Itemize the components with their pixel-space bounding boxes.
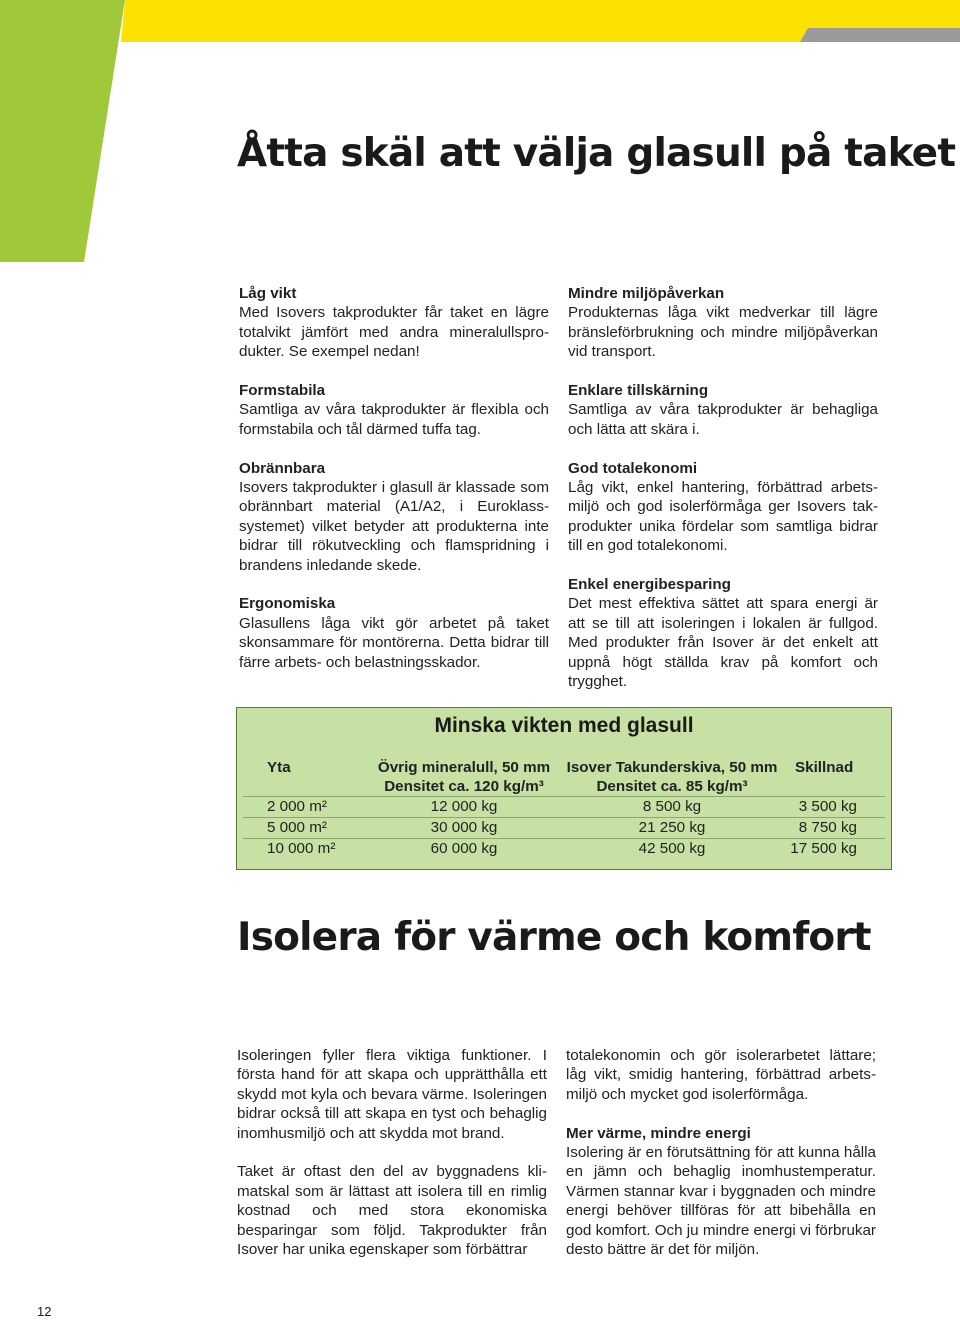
reason-title: Enklare tillskärning (568, 382, 709, 400)
reason-title: Enkel energibesparing (568, 576, 731, 594)
cell-yta: 2 000 m² (267, 798, 327, 815)
cell-skillnad: 8 750 kg (798, 819, 857, 836)
reason-text: Produkternas låga vikt medverkar till lägre bränsleförbrukning och mindre miljöpåverkan vid transport. (568, 304, 878, 361)
body-paragraph: Isoleringen fyller flera viktiga funktioner. I första hand för att skapa och upprätthålla ett skydd mot kyla och bevara värme. Isoleringen bidrar också till att skapa en tyst och behaglig inomhusmiljö och att skydda mot brand. (237, 1047, 547, 1142)
header-ovrig (364, 758, 564, 796)
reason-text: Med Isovers takprodukter får taket en lägre totalvikt jämfört med andra mineralullsprodukter. Se exempel nedan! (239, 304, 549, 361)
reason-text: Samtliga av våra takprodukter är behagliga och lätta att skära i. (568, 401, 878, 438)
body-paragraph: Taket är oftast den del av byggnadens klimatskal som är lättast att isolera till en rimlig kostnad och med stora ekonomiska besparingar som följd. Takprodukter från Isover har unika egenskaper som förbättrar (237, 1163, 547, 1259)
header-isover (557, 758, 787, 796)
body-section (566, 1124, 876, 1260)
reason-title: Obrännbara (239, 459, 326, 477)
cell-ovrig: 12 000 kg (430, 798, 498, 815)
reason-title: Formstabila (239, 382, 326, 400)
cell-skillnad: 17 500 kg (790, 840, 857, 857)
reason-section (568, 381, 878, 439)
table-title: Minska vikten med glasull (434, 714, 694, 737)
reason-text: Samtliga av våra takprodukter är flexibla och formstabila och tål därmed tuffa tag. (239, 401, 549, 438)
cell-yta: 5 000 m² (267, 819, 327, 836)
body-paragraph: totalekonomin och gör isolerarbetet lättare; låg vikt, smidig hantering, förbättrad arbetsmiljö och mycket god isolerförmåga. (566, 1047, 876, 1103)
header-ovrig-label: Övrig mineralull, 50 mm (377, 759, 551, 776)
reason-text: Glasullens låga vikt gör arbetet på taket skonsammare för montörerna. Detta bidrar till färre arbets- och belastningsskador. (239, 614, 549, 671)
weight-comparison-table (236, 707, 892, 870)
reason-section (239, 284, 549, 362)
header-skillnad: Skillnad (795, 759, 854, 776)
table-divider (243, 817, 885, 818)
reason-text: Låg vikt, enkel hantering, förbättrad arbetsmiljö och god isolerförmåga ger Isovers takprodukter unika fördelar som samtliga bidrar till en god totalekonomi. (568, 479, 878, 555)
reason-section (239, 594, 549, 672)
reason-title: Ergonomiska (239, 595, 336, 613)
header-yta: Yta (267, 759, 291, 776)
gray-tab (800, 28, 960, 42)
reason-section (568, 459, 878, 556)
page-number: 12 (37, 1304, 52, 1319)
reason-title: God totalekonomi (568, 459, 698, 477)
cell-isover: 8 500 kg (642, 798, 702, 815)
cell-skillnad: 3 500 kg (798, 798, 857, 815)
body-section-title: Mer värme, mindre energi (566, 1124, 751, 1142)
table-divider (243, 796, 885, 797)
section-title: Isolera för värme och komfort (237, 915, 871, 960)
reason-text: Det mest effektiva sättet att spara energi är att se till att isoleringen i lokalen är fullgod. Med produkter från Isover är det enkelt att uppnå högt ställda krav på komfort och trygghet. (568, 595, 878, 691)
cell-ovrig: 30 000 kg (430, 819, 498, 836)
page-title: Åtta skäl att välja glasull på taket (237, 131, 956, 176)
reason-section (568, 575, 878, 691)
reason-section (239, 459, 549, 575)
cell-isover: 42 500 kg (638, 840, 706, 857)
reason-title: Mindre miljöpåverkan (568, 285, 725, 302)
reason-section (568, 284, 878, 362)
green-stripe (0, 0, 125, 262)
reason-title: Låg vikt (239, 285, 297, 302)
reasons-right-column (568, 284, 878, 691)
header-isover-label: Isover Takunderskiva, 50 mm (566, 759, 778, 776)
header-isover-density: Densitet ca. 85 kg/m³ (596, 778, 748, 795)
body-section-text: Isolering är en förutsättning för att kunna hålla en jämn och behaglig inomhustemperatur. Värmen stannar kvar i byggnaden och mindre energi behöver tillföras för att bibehålla en god komfort. Och ju mindre energi vi förbrukar desto bättre är det för miljön. (566, 1144, 876, 1259)
body-right-column (566, 1046, 876, 1259)
cell-yta: 10 000 m² (267, 840, 336, 857)
reason-text: Isovers takprodukter i glasull är klassade som obrännbart material (A1/A2, i Euroklasssystemet) vilket betyder att produkterna inte bidrar till rökutveckling och flamspridning i brandens inledande skede. (239, 479, 549, 574)
reasons-left-column (239, 284, 549, 672)
cell-ovrig: 60 000 kg (430, 840, 498, 857)
header-ovrig-density: Densitet ca. 120 kg/m³ (384, 778, 544, 795)
table-divider (243, 838, 885, 839)
cell-isover: 21 250 kg (638, 819, 706, 836)
body-left-column (237, 1046, 547, 1259)
reason-section (239, 381, 549, 439)
